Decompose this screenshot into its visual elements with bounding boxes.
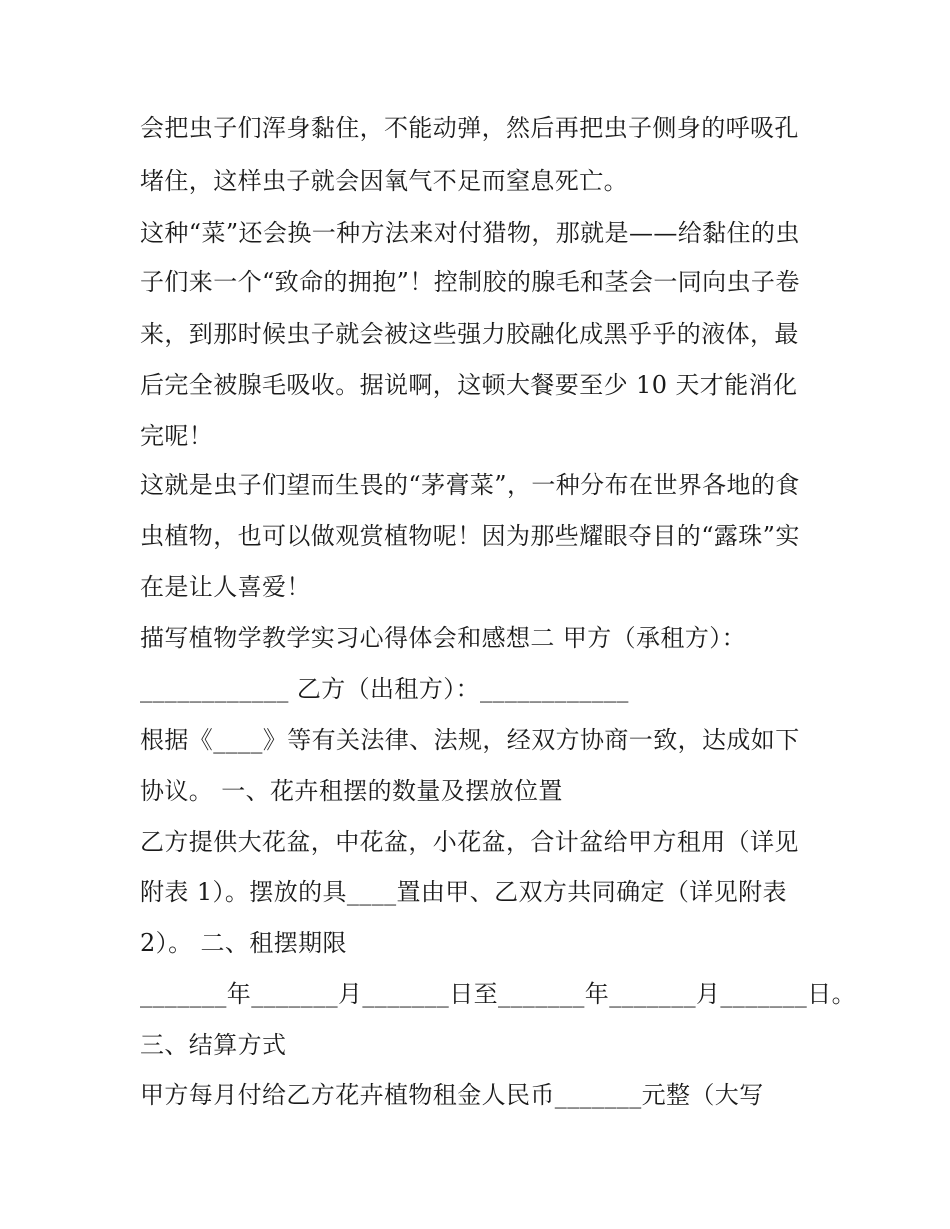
text-line: 2）。 二、租摆期限 [140, 929, 347, 957]
text-line: 堵住，这样虫子就会因氧气不足而窒息死亡。 [140, 167, 628, 195]
text-line: 三、结算方式 [140, 1031, 287, 1059]
text-line: 描写植物学教学实习心得体会和感想二 甲方（承租方）： [140, 624, 747, 652]
text-line: 完呢！ [140, 422, 214, 450]
text-line: 来，到那时候虫子就会被这些强力胶融化成黑乎乎的液体，最 [140, 320, 799, 348]
text-line: 根据《____》等有关法律、法规，经双方协商一致，达成如下 [140, 726, 800, 754]
text-line: 会把虫子们浑身黏住，不能动弹，然后再把虫子侧身的呼吸孔 [140, 114, 799, 142]
text-line: _______年_______月_______日至_______年_______月_______日。 [140, 980, 856, 1008]
text-line: 乙方提供大花盆，中花盆，小花盆，合计盆给甲方租用（详见 [140, 828, 799, 856]
text-line: 协议。 一、花卉租摆的数量及摆放位置 [140, 777, 563, 805]
text-line: 这就是虫子们望而生畏的“茅膏菜”，一种分布在世界各地的食 [140, 471, 800, 499]
text-line: 虫植物，也可以做观赏植物呢！因为那些耀眼夺目的“露珠”实 [140, 522, 800, 550]
text-line: 这种“菜”还会换一种方法来对付猎物，那就是——给黏住的虫 [140, 219, 800, 247]
text-line: 甲方每月付给乙方花卉植物租金人民币_______元整（大写 [140, 1081, 764, 1109]
text-line: 附表 1）。摆放的具____置由甲、乙双方共同确定（详见附表 [140, 878, 787, 906]
text-line: 在是让人喜爱！ [140, 573, 311, 601]
text-line: ____________ 乙方（出租方）：____________ [140, 675, 629, 703]
text-line: 子们来一个“致命的拥抱”！控制胶的腺毛和茎会一同向虫子卷 [140, 268, 800, 296]
text-line: 后完全被腺毛吸收。据说啊，这顿大餐要至少 10 天才能消化 [140, 371, 798, 399]
